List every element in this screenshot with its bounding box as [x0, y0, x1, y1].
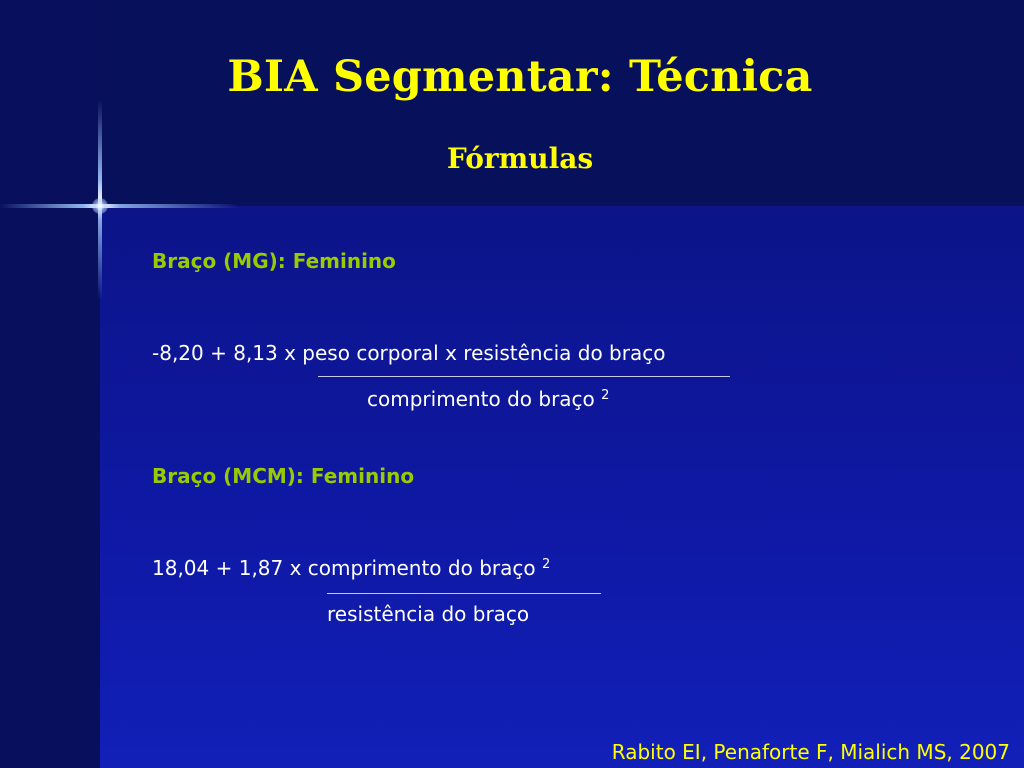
left-band-decoration: [0, 0, 100, 768]
slide-subtitle: Fórmulas: [446, 142, 594, 175]
formula-mg-denominator-text: comprimento do braço: [367, 387, 595, 411]
slide-title: BIA Segmentar: Técnica: [227, 52, 813, 102]
formula-mcm-numerator-text: 18,04 + 1,87 x comprimento do braço: [152, 556, 536, 580]
formula-mg-numerator: -8,20 + 8,13 x peso corporal x resistência do braço: [152, 341, 666, 365]
formula-mcm-numerator-exponent: 2: [541, 557, 551, 572]
title-band-decoration: [100, 0, 1024, 206]
formula-mg-denominator: [367, 387, 609, 411]
citation: Rabito EI, Penaforte F, Mialich MS, 2007: [611, 740, 1010, 764]
formula-mcm-numerator: [152, 556, 550, 580]
formula-mg-denominator-exponent: 2: [601, 388, 610, 403]
sparkle-horizontal-ray: [0, 204, 240, 208]
formula-mg-fraction-line: [318, 376, 730, 377]
section-heading-mcm-feminino: Braço (MCM): Feminino: [152, 464, 415, 488]
section-heading-mg-feminino: Braço (MG): Feminino: [152, 249, 396, 273]
formula-mcm-denominator: resistência do braço: [327, 602, 530, 626]
sparkle-star-icon: [92, 198, 108, 214]
formula-mcm-fraction-line: [327, 593, 601, 594]
